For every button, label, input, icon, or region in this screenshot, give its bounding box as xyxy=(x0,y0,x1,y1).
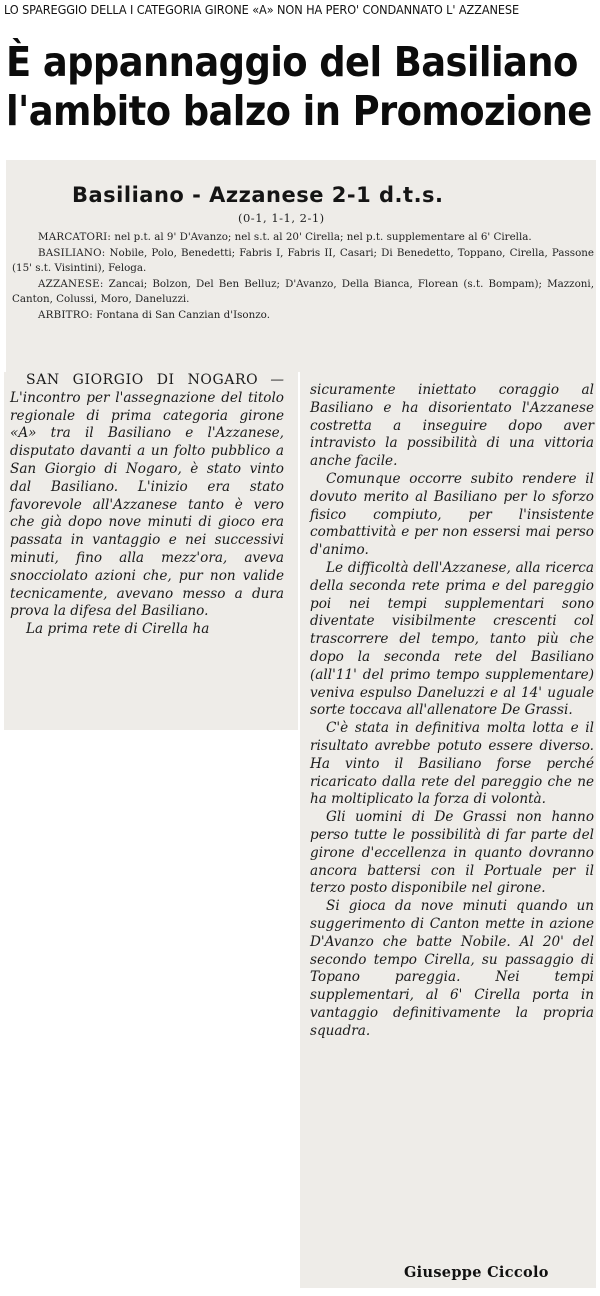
basiliano-label: BASILIANO: xyxy=(38,246,106,259)
kicker-line: LO SPAREGGIO DELLA I CATEGORIA GIRONE «A» NON HA PERO' CONDANNATO L' AZZANESE xyxy=(4,2,520,17)
azzanese-lineup xyxy=(12,277,594,308)
partial-scores: (0-1, 1-1, 2-1) xyxy=(238,211,325,225)
article-paragraph: Le difficoltà dell'Azzanese, alla ricerca della seconda rete prima e del pareggio poi nei tempi supplementari sono diventate visibilmente crescenti col trascorrere del tempo, tanto più che dopo la seconda rete del Basiliano (all'11' del primo tempo supplementare) veniva espulso Daneluzzi e al 14' uguale sorte toccava all'allenatore De Grassi. xyxy=(310,559,594,719)
azzanese-players: Zancai; Bolzon, Del Ben Belluz; D'Avanzo, Della Bianca, Florean (s.t. Bompam); Mazzoni, Canton, Colussi, Moro, Daneluzzi. xyxy=(12,277,594,305)
referee-label: ARBITRO: xyxy=(38,308,93,321)
article-column-left xyxy=(10,372,284,639)
article-column-right xyxy=(310,382,594,1040)
article-paragraph: Gli uomini di De Grassi non hanno perso tutte le possibilità di far parte del girone d'eccellenza in quanto dovranno ancora battersi con il Portuale per il terzo posto disponibile nel girone. xyxy=(310,809,594,897)
article-paragraph: sicuramente iniettato coraggio al Basiliano e ha disorientato l'Azzanese costretta a inseguire dopo aver intravisto la possibilità di una vittoria anche facile. xyxy=(310,382,594,470)
article-paragraph: La prima rete di Cirella ha xyxy=(26,621,210,638)
headline-line-1: È appannaggio del Basiliano xyxy=(6,38,578,86)
match-score-title: Basiliano - Azzanese 2-1 d.t.s. xyxy=(72,183,444,207)
article-paragraph: Si gioca da nove minuti quando un suggerimento di Canton mette in azione D'Avanzo che batte Nobile. Al 20' del secondo tempo Cirella, su passaggio di Topano pareggia. Nei tempi supplementari, al 6' Cirella porta in vantaggio definitivamente la propria squadra. xyxy=(310,898,594,1039)
referee-name: Fontana di San Canzian d'Isonzo. xyxy=(96,308,270,321)
headline-line-2: l'ambito balzo in Promozione xyxy=(6,87,592,135)
scorers-text: nel p.t. al 9' D'Avanzo; nel s.t. al 20' Cirella; nel p.t. supplementare al 6' Cirella. xyxy=(114,231,532,243)
scorers-label: MARCATORI: xyxy=(38,231,112,243)
scorers-line xyxy=(12,230,594,246)
referee-line xyxy=(12,308,594,324)
paragraph-text: — L'incontro per l'assegnazione del titolo regionale di prima categoria girone «A» tra il Basiliano e l'Azzanese, disputato davanti a un folto pubblico a San Giorgio di Nogaro, è stato vinto dal Basiliano. L'inizio era stato favorevole all'Azzanese tanto è vero che già dopo nove minuti di gioco era passata in vantaggio e nei successivi minuti, fino alla mezz'ora, aveva snocciolato azioni che, pur non valide tecnicamente, avevano messo a dura prova la difesa del Basiliano. xyxy=(10,372,284,620)
headline xyxy=(6,38,596,136)
author-byline: Giuseppe Ciccolo xyxy=(404,1264,549,1281)
azzanese-label: AZZANESE: xyxy=(38,277,104,290)
article-paragraph: Comunque occorre subito rendere il dovuto merito al Basiliano per lo sforzo fisico compiuto, per l'insistente combattività e per non essersi mai perso d'animo. xyxy=(310,470,594,559)
basiliano-lineup xyxy=(12,246,594,277)
match-details xyxy=(12,230,594,323)
basiliano-players: Nobile, Polo, Benedetti; Fabris I, Fabris II, Casari; Di Benedetto, Toppano, Cirella, Passone (15' s.t. Visintini), Feloga. xyxy=(12,246,594,274)
article-paragraph: C'è stata in definitiva molta lotta e il risultato avrebbe potuto essere diverso. Ha vinto il Basiliano forse perché ricaricato dalla rete del pareggio che ne ha moltiplicato la forza di volontà. xyxy=(310,720,594,808)
dateline: SAN GIORGIO DI NOGARO xyxy=(26,372,259,388)
article-paragraph xyxy=(10,372,284,621)
